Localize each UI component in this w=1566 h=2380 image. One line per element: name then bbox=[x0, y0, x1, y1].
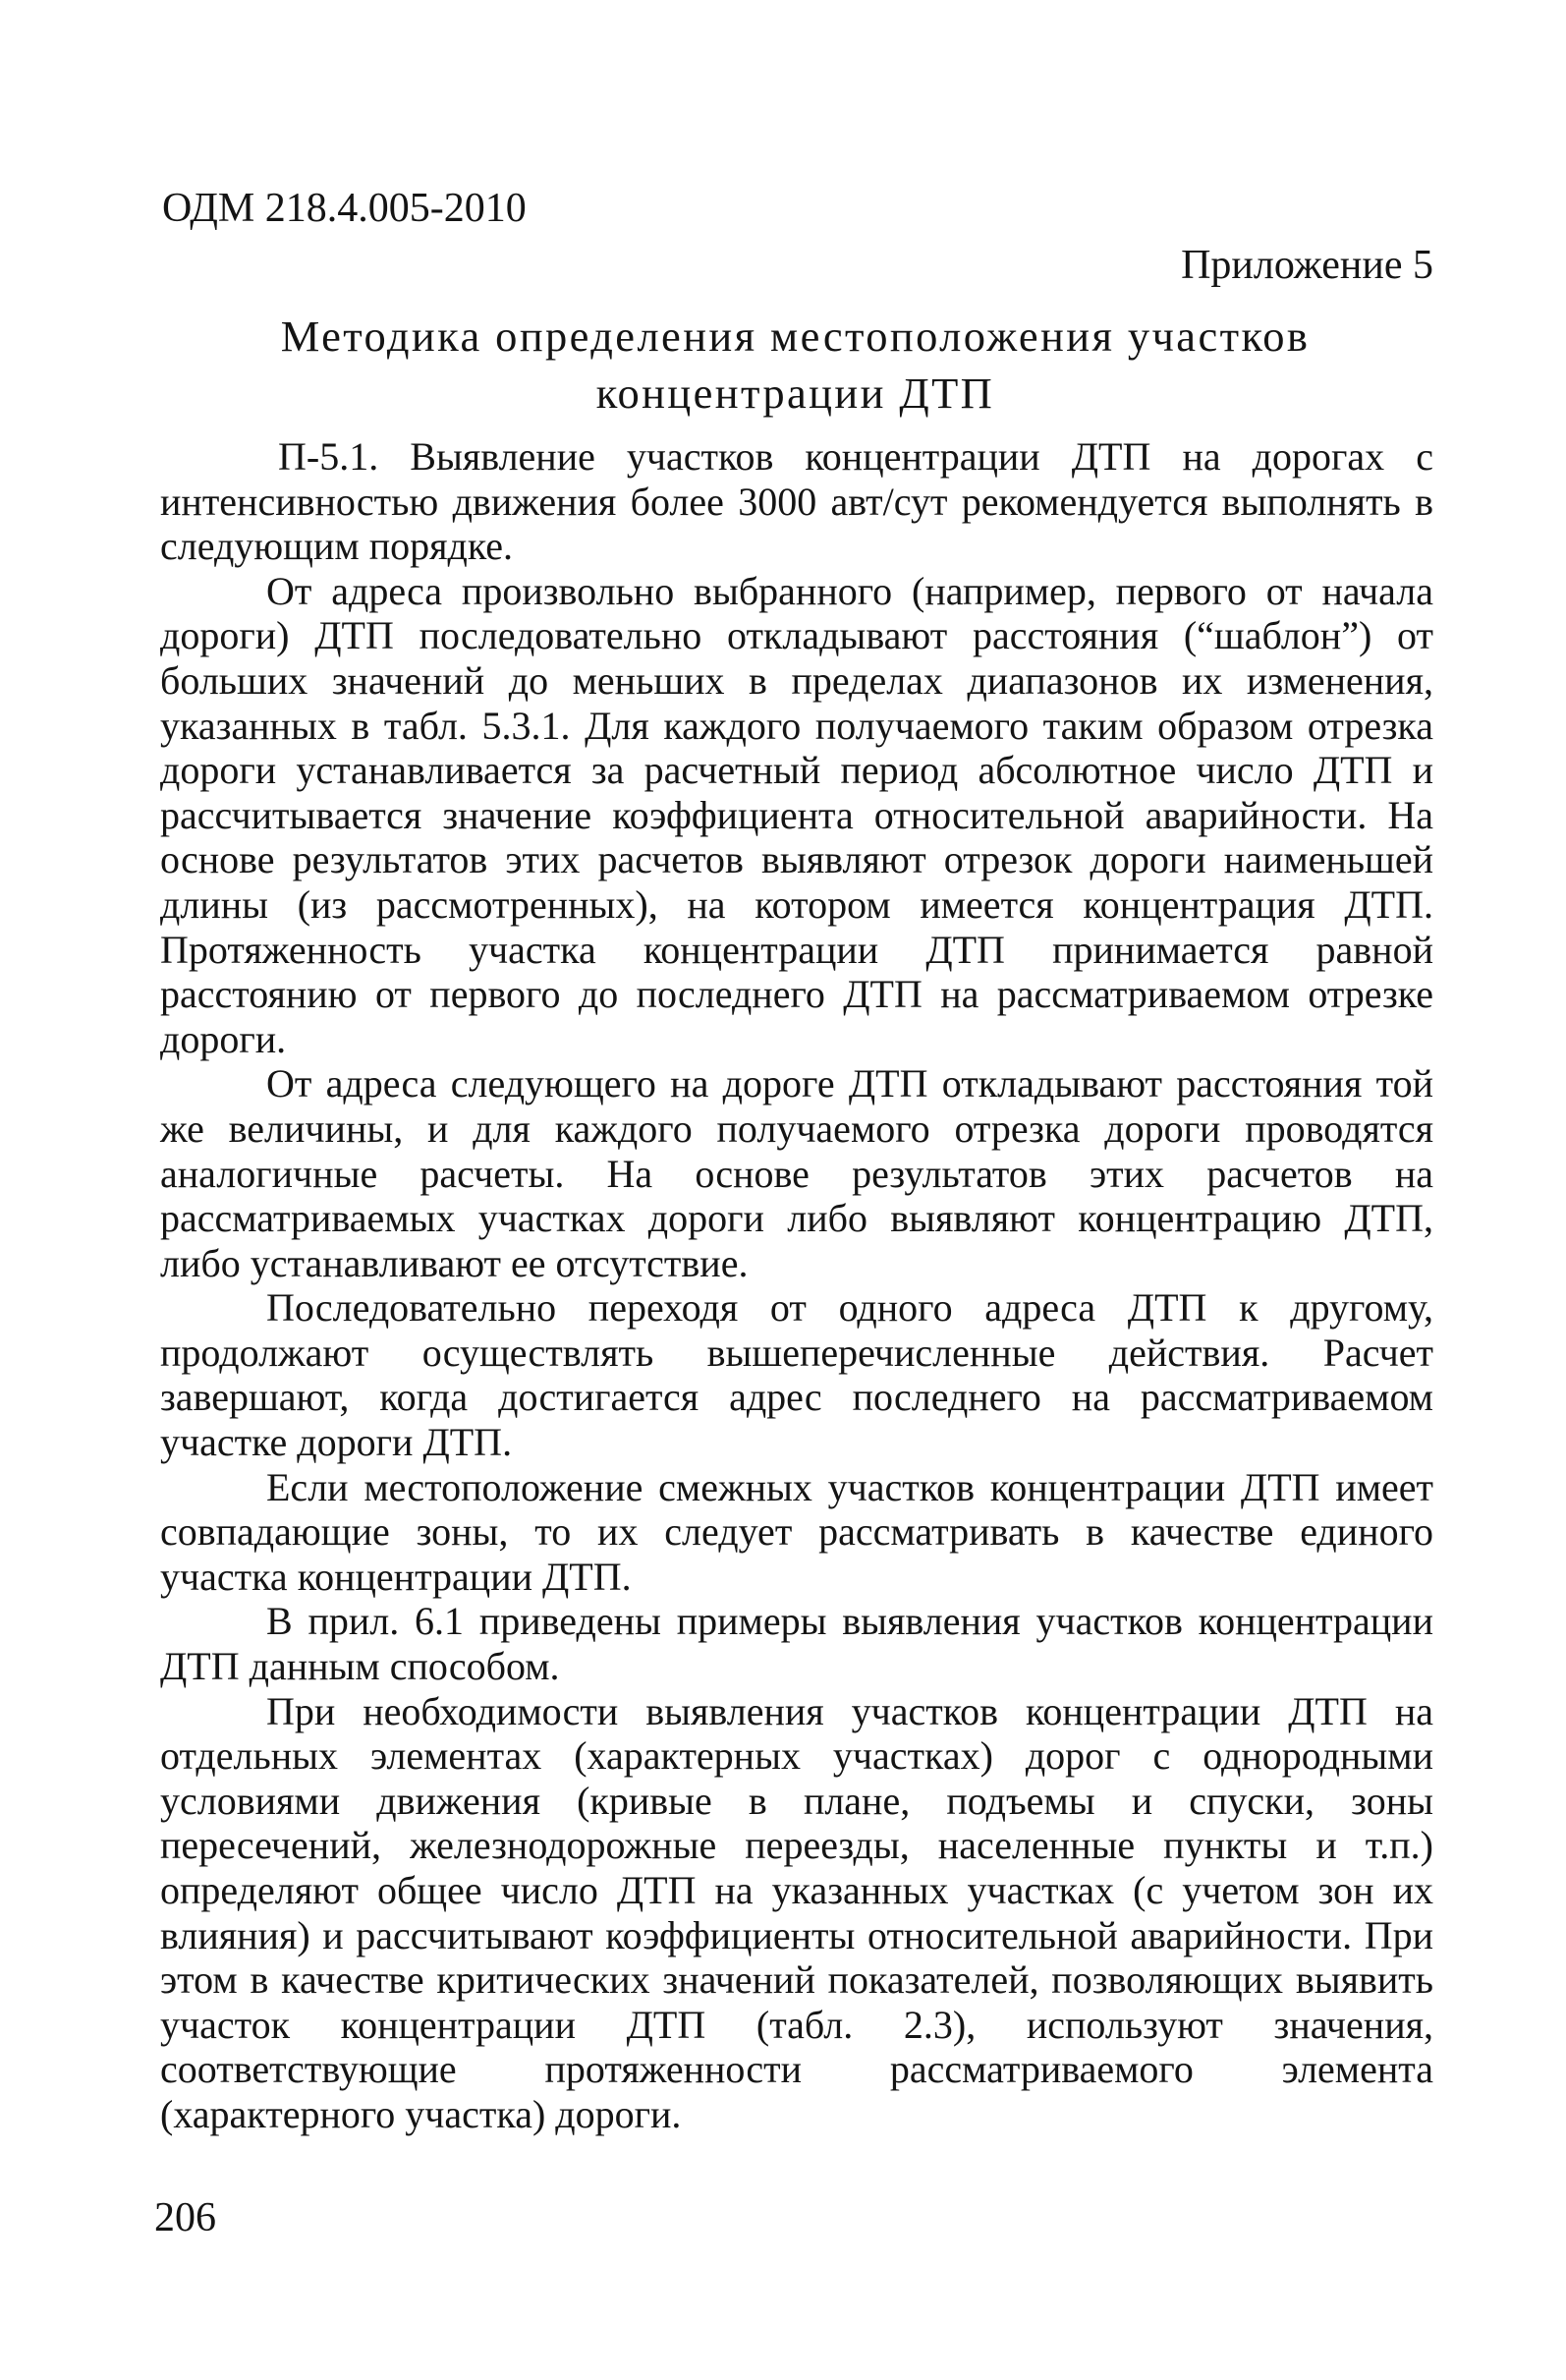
appendix-label: Приложение 5 bbox=[1181, 243, 1433, 288]
paragraph-2: От адреса произвольно выбранного (например, первого от начала дороги) ДТП последовательно откладывают расстояния (“шаблон”) от больших значений до меньших в пределах диапазонов их изменения, указанных в табл. 5.3.1. Для каждого получаемого таким образом отрезка дороги устанавливается за расчетный период абсолютное число ДТП и рассчитывается значение коэффициента относительной аварийности. На основе результатов этих расчетов выявляют отрезок дороги наименьшей длины (из рассмотренных), на котором имеется концентрация ДТП. Протяженность участка концентрации ДТП принимается равной расстоянию от первого до последнего ДТП на рассматриваемом отрезке дороги. bbox=[160, 568, 1433, 1061]
paragraph-6: В прил. 6.1 приведены примеры выявления участков концентрации ДТП данным способом. bbox=[160, 1599, 1433, 1689]
paragraph-5: Если местоположение смежных участков концентрации ДТП имеет совпадающие зоны, то их следует рассматривать в качестве единого участка концентрации ДТП. bbox=[160, 1464, 1433, 1599]
section-title-line-2: концентрации ДТП bbox=[595, 368, 995, 418]
document-code: ОДМ 218.4.005-2010 bbox=[162, 186, 527, 231]
body-text bbox=[160, 434, 1433, 2137]
section-title-line-1: Методика определения местоположения участков bbox=[280, 312, 1311, 361]
paragraph-1: П-5.1. Выявление участков концентрации ДТП на дорогах с интенсивностью движения более 3000 авт/сут рекомендуется выполнять в следующим порядке. bbox=[160, 434, 1433, 569]
section-title bbox=[157, 308, 1433, 422]
paragraph-3: От адреса следующего на дороге ДТП откладывают расстояния той же величины, и для каждого получаемого отрезка дороги проводятся аналогичные расчеты. На основе результатов этих расчетов на рассматриваемых участках дороги либо выявляют концентрацию ДТП, либо устанавливают ее отсутствие. bbox=[160, 1061, 1433, 1285]
paragraph-4: Последовательно переходя от одного адреса ДТП к другому, продолжают осуществлять вышеперечисленные действия. Расчет завершают, когда достигается адрес последнего на рассматриваемом участке дороги ДТП. bbox=[160, 1285, 1433, 1465]
paragraph-7: При необходимости выявления участков концентрации ДТП на отдельных элементах (характерных участках) дорог с однородными условиями движения (кривые в плане, подъемы и спуски, зоны пересечений, железнодорожные переезды, населенные пункты и т.п.) определяют общее число ДТП на указанных участках (с учетом зон их влияния) и рассчитывают коэффициенты относительной аварийности. При этом в качестве критических значений показателей, позволяющих выявить участок концентрации ДТП (табл. 2.3), используют значения, соответствующие протяженности рассматриваемого элемента (характерного участка) дороги. bbox=[160, 1688, 1433, 2136]
page-number: 206 bbox=[154, 2195, 216, 2240]
